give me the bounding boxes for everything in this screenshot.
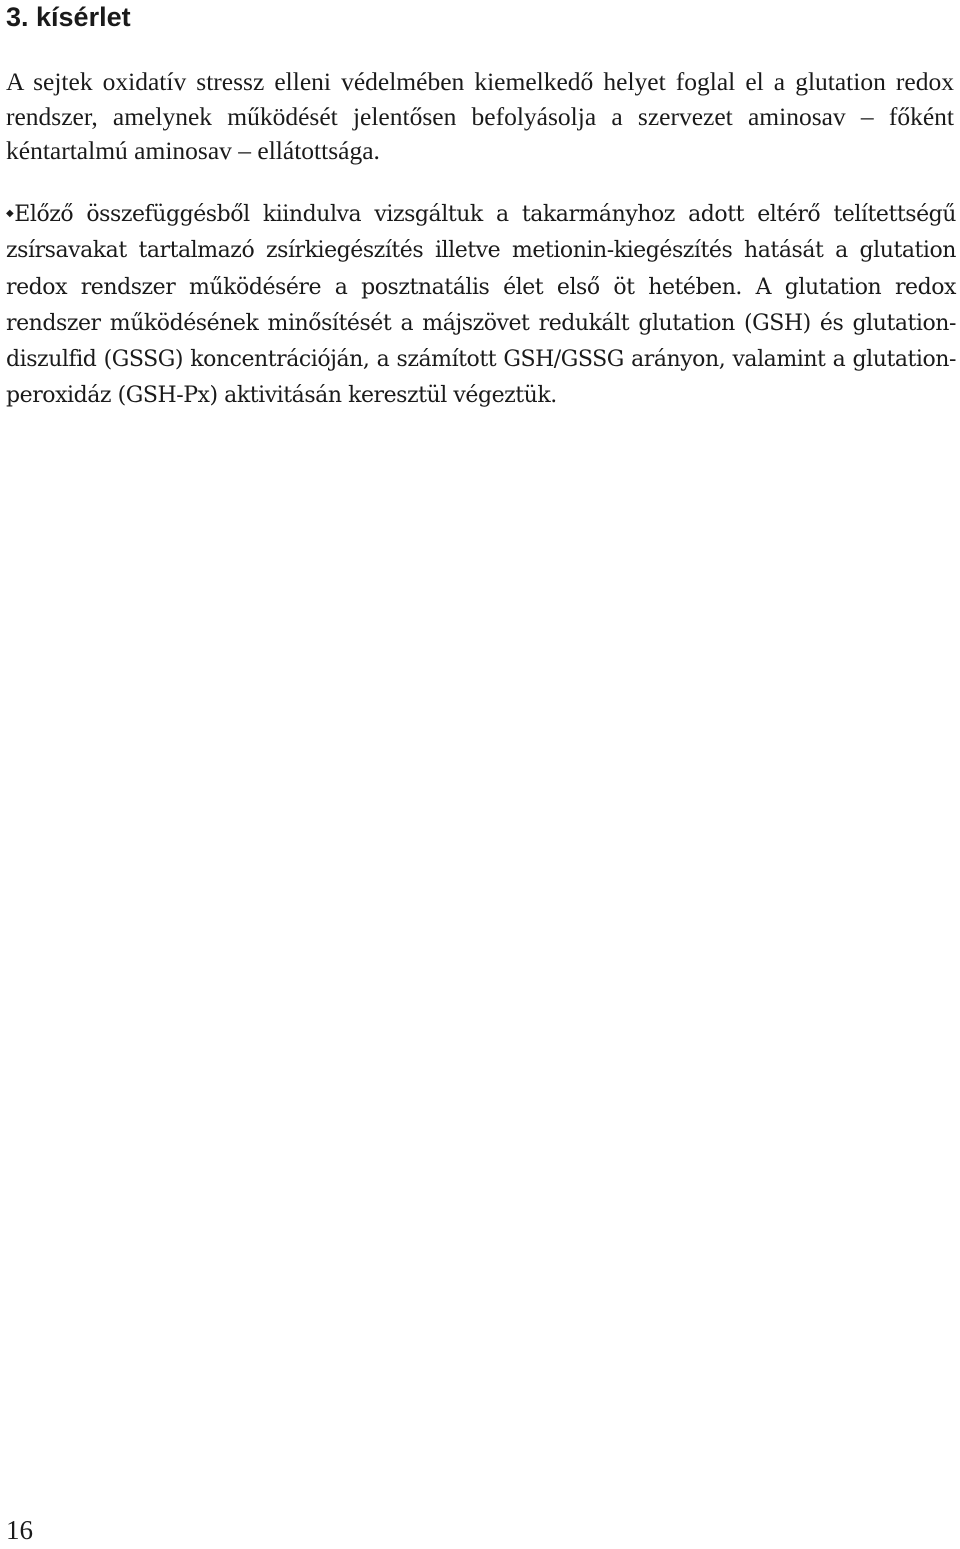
intro-paragraph: A sejtek oxidatív stressz elleni védelmében kiemelkedő helyet foglal el a glutation redox rendszer, amelynek működését jelentősen befolyásolja a szervezet aminosav – főként kéntartalmú aminosav – ellátottsága.: [6, 67, 954, 165]
diamond-bullet-icon: ◆: [6, 208, 14, 219]
page-number: 16: [6, 1515, 33, 1545]
body-paragraph-text: Előző összefüggésből kiindulva vizsgáltuk a takarmányhoz adott eltérő telítettségű zsírsavakat tartalmazó zsírkiegészítés illetve metionin-kiegészítés hatását a glutation redox rendszer működésére a posztnatális élet első öt hetében. A glutation redox rendszer működésének minősítését a májszövet redukált glutation (GSH) és glutation-diszulfid (GSSG) koncentrációján, a számított GSH/GSSG arányon, valamint a glutation-peroxidáz (GSH-Px) aktivitásán keresztül végeztük.: [6, 202, 956, 409]
section-heading: 3. kísérlet: [6, 2, 131, 32]
body-paragraph: [6, 196, 956, 415]
